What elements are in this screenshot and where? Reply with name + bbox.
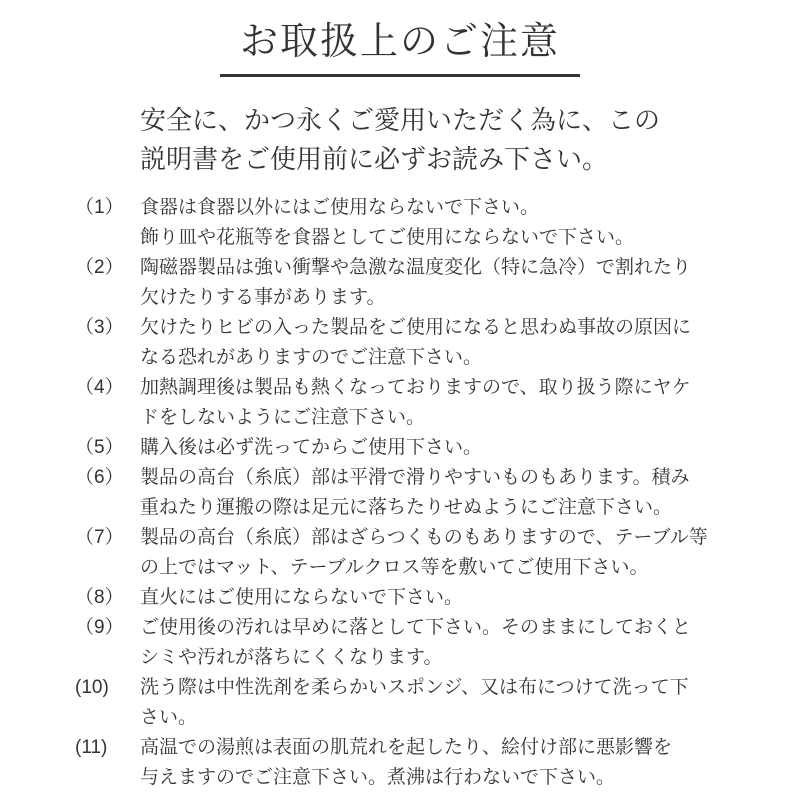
note-text (140, 613, 760, 673)
note-item-4 (75, 373, 760, 433)
note-number: （6） (75, 466, 124, 488)
note-line: 欠けたりする事があります。 (140, 286, 386, 308)
intro-line-1: 安全に、かつ永くご愛用いただく為に、この (140, 104, 661, 135)
note-line: 高温での湯煎は表面の肌荒れを起したり、絵付け部に悪影響を (140, 736, 673, 758)
note-number: （3） (75, 316, 124, 338)
note-item-7 (75, 523, 760, 583)
note-number: （7） (75, 526, 124, 548)
note-line: 洗う際は中性洗剤を柔らかいスポンジ、又は布につけて洗って下 (140, 676, 689, 698)
note-item-1 (75, 193, 760, 253)
note-line: さい。 (140, 706, 198, 728)
note-item-8 (75, 583, 760, 613)
note-text (140, 733, 760, 793)
page-title: お取扱上のご注意 (220, 20, 580, 77)
note-line: の上ではマット、テーブルクロス等を敷いてご使用下さい。 (140, 556, 649, 578)
note-number: (10) (75, 676, 109, 698)
note-number: （8） (75, 586, 124, 608)
intro-text (140, 101, 740, 179)
note-line: 欠けたりヒビの入った製品をご使用になると思わぬ事故の原因に (140, 316, 692, 338)
note-number: （2） (75, 256, 124, 278)
note-line: シミや汚れが落ちにくくなります。 (140, 646, 443, 668)
note-item-2 (75, 253, 760, 313)
note-line: ドをしないようにご注意下さい。 (140, 406, 426, 428)
note-line: ご使用後の汚れは早めに落として下さい。そのままにしておくと (140, 616, 692, 638)
note-line: 食器は食器以外にはご使用ならないで下さい。 (140, 196, 540, 218)
note-item-10 (75, 673, 760, 733)
note-item-11 (75, 733, 760, 793)
note-number: （4） (75, 376, 124, 398)
note-item-3 (75, 313, 760, 373)
note-item-9 (75, 613, 760, 673)
note-line: なる恐れがありますのでご注意下さい。 (140, 346, 483, 368)
note-number: （9） (75, 616, 124, 638)
note-text (140, 673, 760, 733)
note-text (140, 373, 760, 433)
title-container (0, 20, 800, 77)
note-item-5 (75, 433, 760, 463)
note-line: 陶磁器製品は強い衝撃や急激な温度変化（特に急冷）で割れたり (140, 256, 692, 278)
note-line: 直火にはご使用にならないで下さい。 (140, 586, 464, 608)
note-text (140, 463, 760, 523)
precaution-list (75, 193, 760, 793)
note-number: （1） (75, 196, 124, 218)
note-item-6 (75, 463, 760, 523)
note-text (140, 313, 760, 373)
note-line: 製品の高台（糸底）部は平滑で滑りやすいものもあります。積み (140, 466, 690, 488)
note-line: 飾り皿や花瓶等を食器としてご使用にならないで下さい。 (140, 226, 635, 248)
note-text (140, 583, 760, 613)
note-line: 加熱調理後は製品も熱くなっておりますので、取り扱う際にヤケ (140, 376, 691, 398)
note-line: 重ねたり運搬の際は足元に落ちたりせぬようにご注意下さい。 (140, 496, 673, 518)
note-number: （5） (75, 436, 124, 458)
note-text (140, 253, 760, 313)
note-text (140, 433, 760, 463)
intro-line-2: 説明書をご使用前に必ずお読み下さい。 (140, 143, 609, 174)
note-text (140, 523, 760, 583)
note-text (140, 193, 760, 253)
note-line: 購入後は必ず洗ってからご使用下さい。 (140, 436, 483, 458)
note-line: 与えますのでご注意下さい。煮沸は行わないで下さい。 (140, 766, 616, 788)
note-number: (11) (75, 736, 108, 758)
note-line: 製品の高台（糸底）部はざらつくものもありますので、テーブル等 (140, 526, 708, 548)
